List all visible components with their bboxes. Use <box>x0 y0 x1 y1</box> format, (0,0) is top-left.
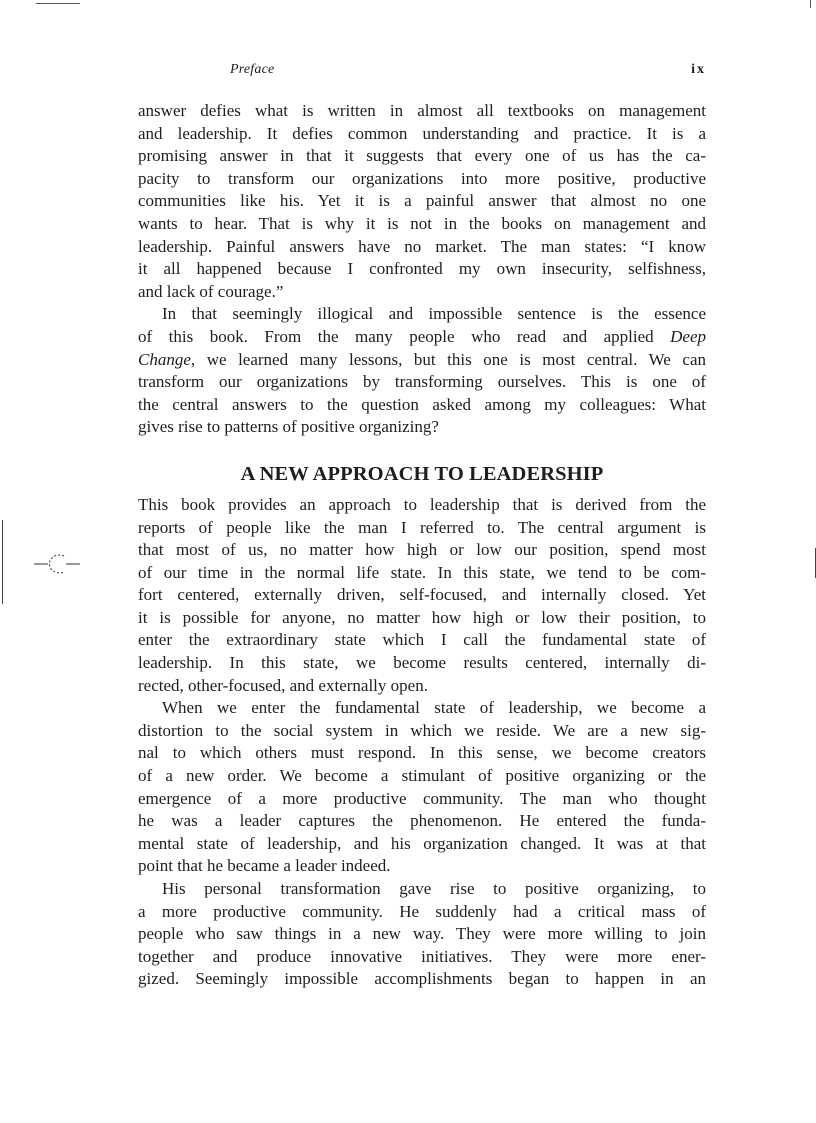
crop-mark-left <box>2 520 3 604</box>
running-head <box>230 62 706 82</box>
text-line: a more productive community. He suddenly had a critical mass of <box>138 901 706 921</box>
text-line: communities like his. Yet it is a painful answer that almost no one <box>138 191 706 211</box>
text-line: people who saw things in a new way. They were more willing to join <box>138 924 706 944</box>
running-head-title: Preface <box>230 62 275 77</box>
text-line: When we enter the fundamental state of leadership, we become a <box>162 698 706 718</box>
text-line: of our time in the normal life state. In this state, we tend to be com- <box>138 562 706 582</box>
paragraph-2 <box>138 303 706 439</box>
text-line: mental state of leadership, and his organization changed. It was at that <box>138 833 706 853</box>
text-line: In that seemingly illogical and impossible sentence is the essence <box>162 304 706 324</box>
text-line: leadership. In this state, we become results centered, internally di- <box>138 653 706 673</box>
text-line: together and produce innovative initiatives. They were more ener- <box>138 946 706 966</box>
text-line: promising answer in that it suggests that every one of us has the ca- <box>138 146 706 166</box>
text-line: This book provides an approach to leadership that is derived from the <box>138 494 706 514</box>
text-segment: of this book. From the many people who read and applied <box>138 326 671 346</box>
text-line: it is possible for anyone, no matter how high or low their position, to <box>138 607 706 627</box>
text-line: he was a leader captures the phenomenon. He entered the funda- <box>138 811 706 831</box>
text-line: rected, other-focused, and externally open. <box>138 675 428 695</box>
section-heading: A NEW APPROACH TO LEADERSHIP <box>240 462 604 485</box>
paragraph-1 <box>138 100 706 303</box>
text-line <box>138 349 706 372</box>
text-line: leadership. Painful answers have no market. The man states: “I know <box>138 236 706 256</box>
crop-mark-top <box>36 3 80 4</box>
text-line: it all happened because I confronted my own insecurity, selfishness, <box>138 259 706 279</box>
paragraph-5 <box>138 878 706 991</box>
spacer <box>138 439 706 454</box>
body-text <box>138 100 706 991</box>
text-line: His personal transformation gave rise to positive organizing, to <box>162 879 706 898</box>
text-line: and leadership. It defies common understanding and practice. It is a <box>138 123 706 143</box>
book-title-italic: Change, <box>138 349 196 369</box>
text-line: pacity to transform our organizations into more positive, productive <box>138 168 706 188</box>
text-line: the central answers to the question asked among my colleagues: What <box>138 394 706 414</box>
paragraph-4 <box>138 697 706 878</box>
text-line: and lack of courage.” <box>138 281 284 301</box>
text-line: fort centered, externally driven, self-focused, and internally closed. Yet <box>138 585 706 605</box>
text-line: reports of people like the man I referred to. The central argument is <box>138 517 706 537</box>
text-line: point that he became a leader indeed. <box>138 856 391 876</box>
text-segment: we learned many lessons, but this one is most central. We can <box>195 349 706 369</box>
text-line: answer defies what is written in almost all textbooks on management <box>138 101 706 120</box>
registration-mark-icon <box>34 552 80 576</box>
text-line: emergence of a more productive community. The man who thought <box>138 788 706 808</box>
text-line: gized. Seemingly impossible accomplishments began to happen in an <box>138 969 706 989</box>
text-line: of a new order. We become a stimulant of positive organizing or the <box>138 766 706 786</box>
crop-mark-top-right <box>810 0 811 8</box>
text-line: gives rise to patterns of positive organizing? <box>138 417 439 437</box>
text-line: transform our organizations by transforming ourselves. This is one of <box>138 372 706 392</box>
text-line: distortion to the social system in which we reside. We are a new sig- <box>138 720 706 740</box>
text-line: enter the extraordinary state which I call the fundamental state of <box>138 630 706 650</box>
text-line <box>138 326 706 349</box>
text-line: that most of us, no matter how high or low our position, spend most <box>138 540 706 560</box>
text-line: nal to which others must respond. In this sense, we become creators <box>138 743 706 763</box>
text-line: wants to hear. That is why it is not in the books on management and <box>138 213 706 233</box>
book-title-italic: Deep <box>670 326 706 346</box>
page-number: ix <box>691 62 706 77</box>
paragraph-3 <box>138 494 706 697</box>
